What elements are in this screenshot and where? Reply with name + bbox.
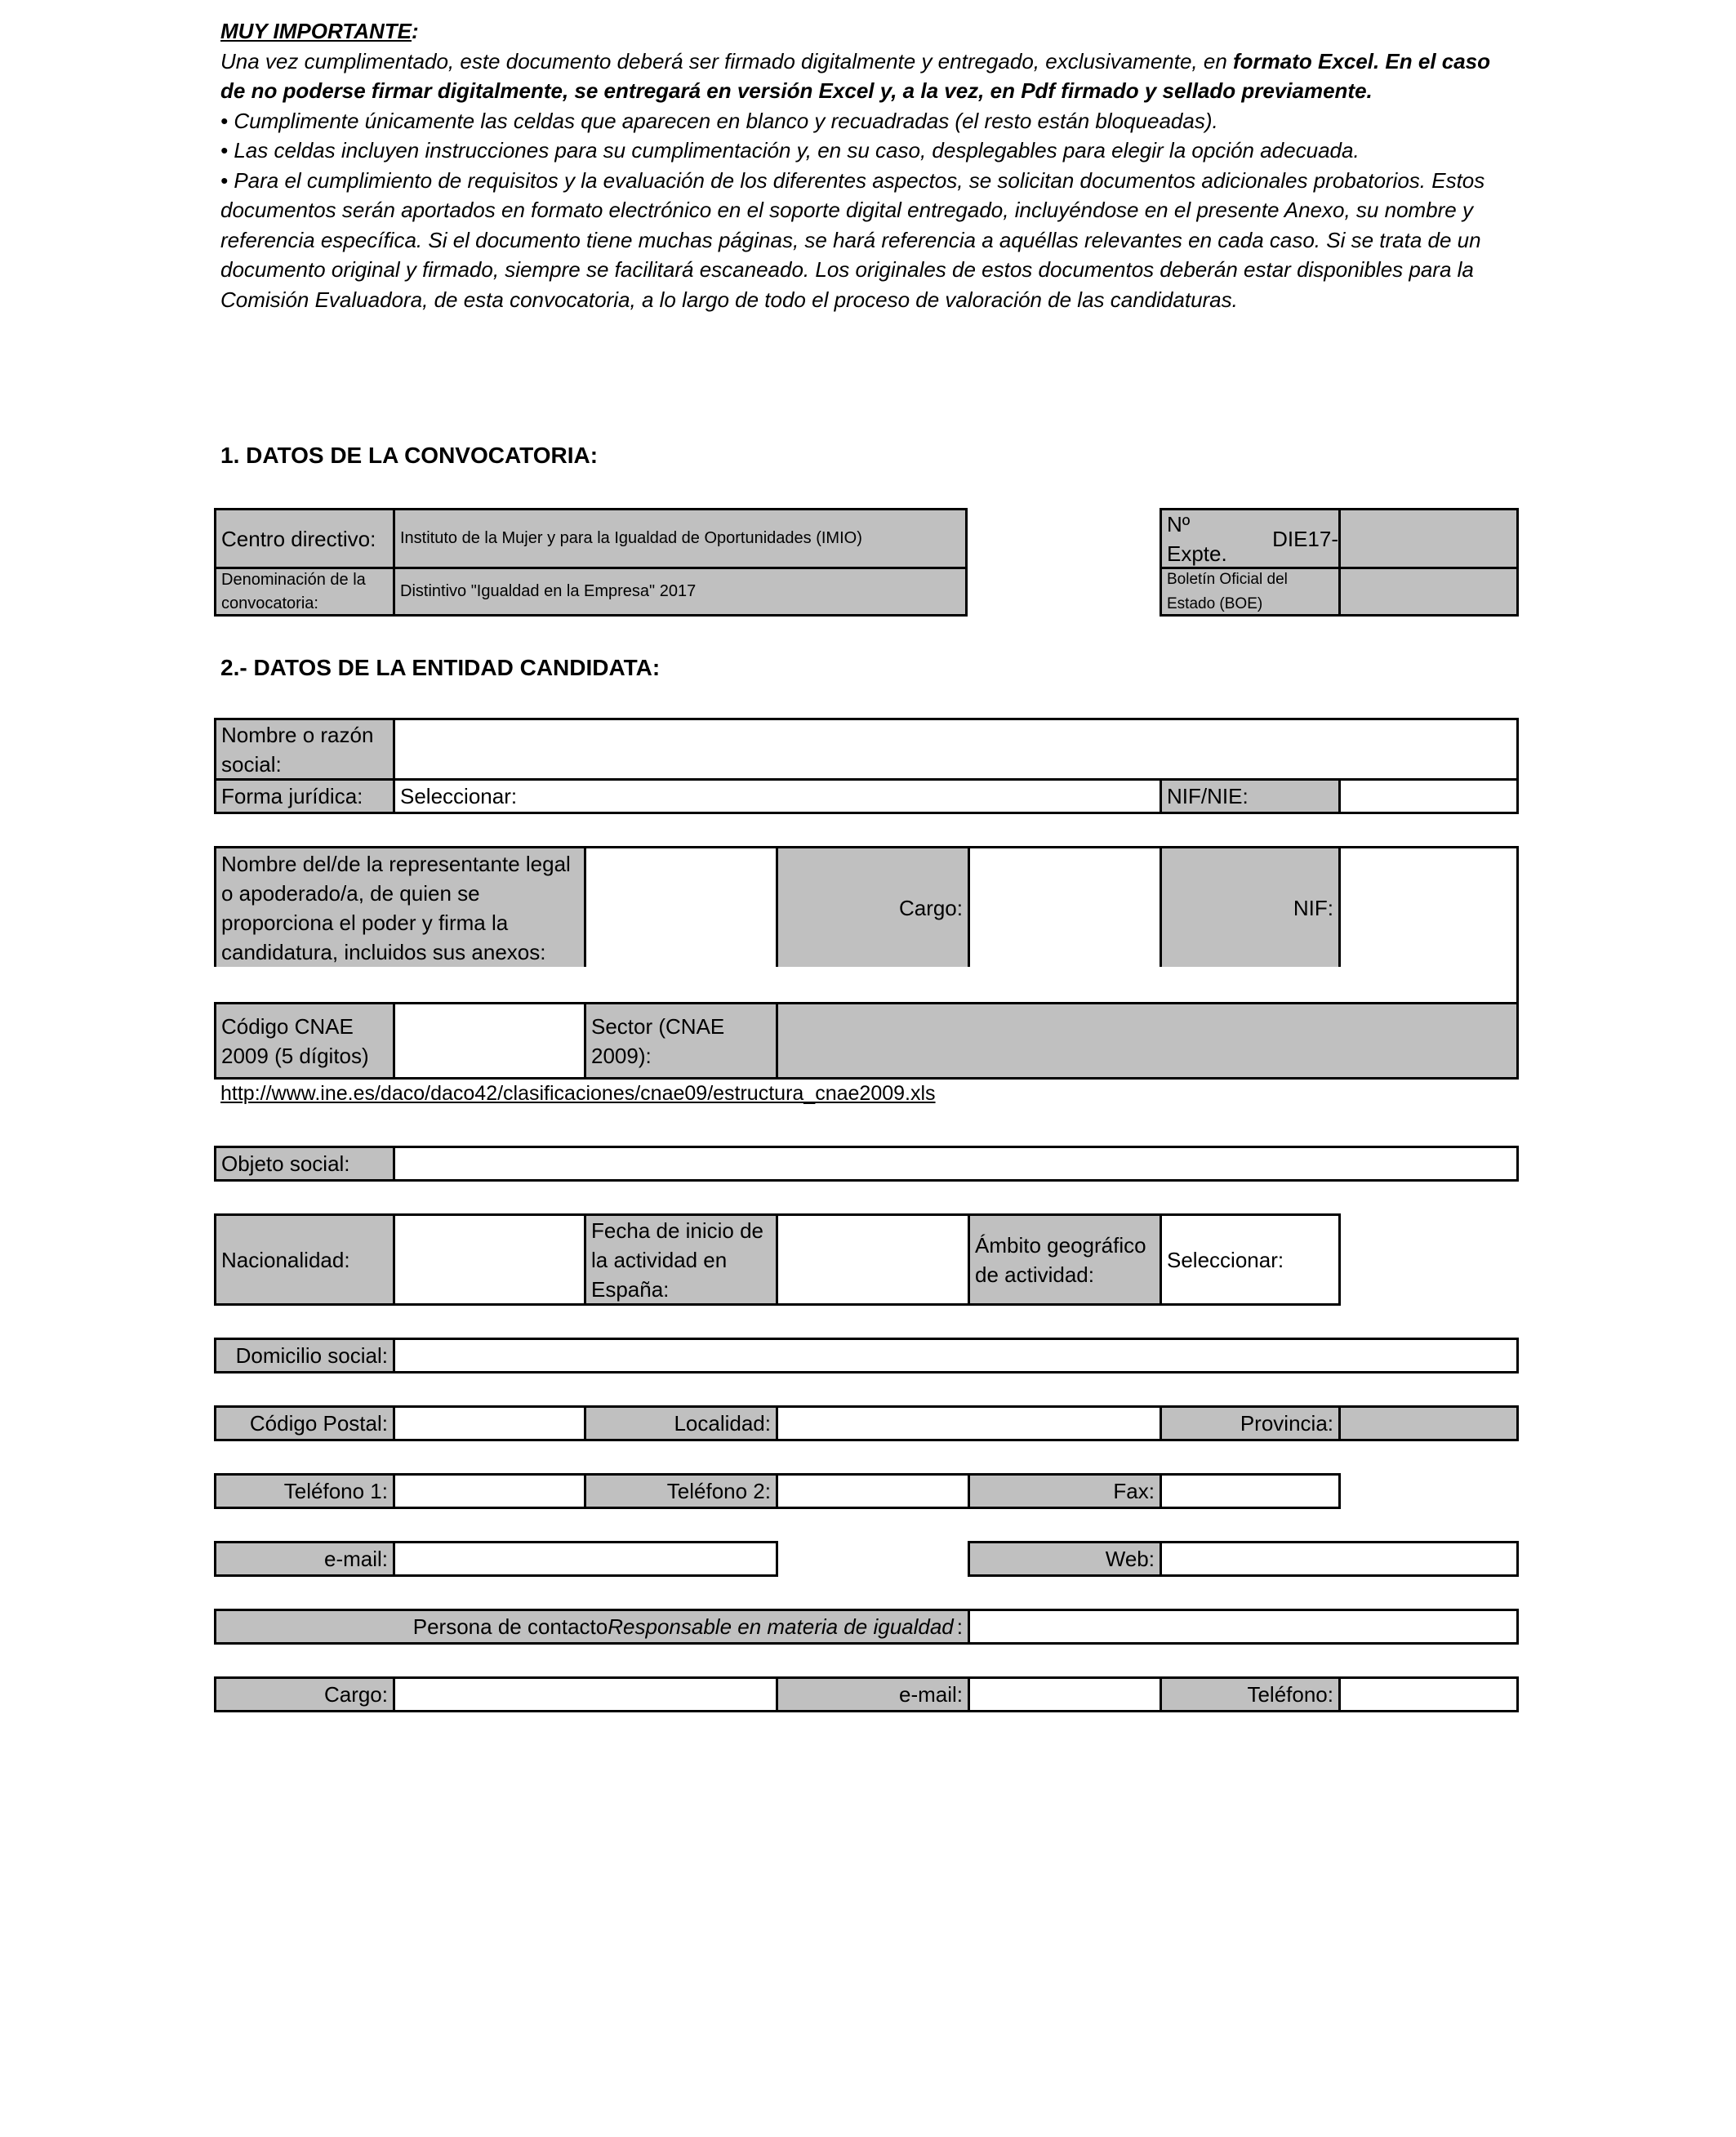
objeto-field[interactable] (393, 1146, 1519, 1182)
sector-label: Sector (CNAE 2009): (584, 1002, 778, 1080)
domicilio-field[interactable] (393, 1338, 1519, 1373)
nombre-label: Nombre o razón social: (214, 718, 395, 781)
nif-field[interactable] (1338, 846, 1519, 969)
section2-heading: 2.- DATOS DE LA ENTIDAD CANDIDATA: (220, 655, 661, 680)
contacto-label: Persona de contacto Responsable en materia de igualdad : (214, 1609, 970, 1645)
ambito-select[interactable]: Seleccionar: (1160, 1213, 1341, 1306)
representante-field[interactable] (584, 846, 778, 969)
expte-label: Nº Expte. DIE17- (1160, 508, 1341, 569)
representante-label: Nombre del/de la representante legal o apoderado/a, de quien se proporciona el poder y firma la candidatura, incluidos sus anexos: (214, 846, 586, 969)
forma-select[interactable]: Seleccionar: (393, 778, 1162, 814)
telefono-label: Teléfono: (1160, 1676, 1341, 1712)
tel1-label: Teléfono 1: (214, 1473, 395, 1509)
expte-prefix: DIE17- (1272, 526, 1338, 551)
provincia-value (1338, 1405, 1519, 1441)
tel1-field[interactable] (393, 1473, 586, 1509)
cnae-link[interactable]: http://www.ine.es/daco/daco42/clasificaciones/cnae09/estructura_cnae2009.xls (220, 1082, 936, 1105)
notice-bullet-1: • Cumplimente únicamente las celdas que aparecen en blanco y recuadradas (el resto están bloqueadas). (220, 108, 1218, 133)
web-field[interactable] (1160, 1541, 1519, 1577)
important-notice: MUY IMPORTANTE: Una vez cumplimentado, este documento deberá ser firmado digitalmente y entregado, exclusivamente, en formato Excel. En el caso de no poderse firmar digitalmente, se entregará en versión Excel y, a la vez, en Pdf firmado y sellado previamente. • Cumplimente únicamente las celdas que aparecen en blanco y recuadradas (el resto están bloqueadas). • Las celdas incluyen instrucciones para su cumplimentación y, en su caso, desplegables para elegir la opción adecuada. • Para el cumplimiento de requisitos y la evaluación de los diferentes aspectos, se solicitan documentos adicionales probatorios. Estos documentos serán aportados en formato electrónico en el soporte digital entregado, incluyéndose en el presente Anexo, su nombre y referencia específica. Si el documento tiene muchas páginas, se hará referencia a aquéllas relevantes en cada caso. Si se trata de un documento original y firmado, siempre se facilitará escaneado. Los originales de estos documentos deberán estar disponibles para la Comisión Evaluadora, de esta convocatoria, a lo largo de todo el proceso de valoración de las candidaturas. (220, 16, 1519, 314)
boe-value (1338, 567, 1519, 617)
contacto-field[interactable] (968, 1609, 1519, 1645)
nombre-field[interactable] (393, 718, 1519, 781)
cargo2-label: Cargo: (214, 1676, 395, 1712)
boe-label: Boletín Oficial del Estado (BOE) (1160, 567, 1341, 617)
fax-field[interactable] (1160, 1473, 1341, 1509)
denominacion-label: Denominación de la convocatoria: (214, 567, 395, 617)
email-field[interactable] (393, 1541, 778, 1577)
email2-label: e-mail: (776, 1676, 970, 1712)
web-label: Web: (968, 1541, 1162, 1577)
notice-title: MUY IMPORTANTE (220, 19, 412, 43)
nif-nie-field[interactable] (1338, 778, 1519, 814)
notice-bullet-2: • Las celdas incluyen instrucciones para su cumplimentación y, en su caso, desplegables para elegir la opción adecuada. (220, 138, 1360, 163)
tel2-field[interactable] (776, 1473, 970, 1509)
expte-value (1338, 508, 1519, 569)
localidad-field[interactable] (776, 1405, 1162, 1441)
cnae-label: Código CNAE 2009 (5 dígitos) (214, 1002, 395, 1080)
sector-value (776, 1002, 1519, 1080)
notice-bullet-3: • Para el cumplimiento de requisitos y la evaluación de los diferentes aspectos, se solicitan documentos adicionales probatorios. Estos documentos serán aportados en formato electrónico en el soporte digital entregado, incluyéndose en el presente Anexo, su nombre y referencia específica. Si el documento tiene muchas páginas, se hará referencia a aquéllas relevantes en cada caso. Si se trata de un documento original y firmado, siempre se facilitará escaneado. Los originales de estos documentos deberán estar disponibles para la Comisión Evaluadora, de esta convocatoria, a lo largo de todo el proceso de valoración de las candidaturas. (220, 167, 1485, 312)
cargo2-field[interactable] (393, 1676, 778, 1712)
nif-label: NIF: (1160, 846, 1341, 969)
notice-paragraph: Una vez cumplimentado, este documento deberá ser firmado digitalmente y entregado, exclusivamente, en formato Excel. En el caso de no poderse firmar digitalmente, se entregará en versión Excel y, a la vez, en Pdf firmado y sellado previamente. (220, 48, 1491, 103)
telefono-field[interactable] (1338, 1676, 1519, 1712)
email2-field[interactable] (968, 1676, 1162, 1712)
cnae-field[interactable] (393, 1002, 586, 1080)
objeto-label: Objeto social: (214, 1146, 395, 1182)
nif-nie-label: NIF/NIE: (1160, 778, 1341, 814)
fecha-field[interactable] (776, 1213, 970, 1306)
localidad-label: Localidad: (584, 1405, 778, 1441)
spacer-row (214, 967, 1519, 1004)
ambito-label: Ámbito geográfico de actividad: (968, 1213, 1162, 1306)
forma-label: Forma jurídica: (214, 778, 395, 814)
centro-label: Centro directivo: (214, 508, 395, 569)
section1-heading: 1. DATOS DE LA CONVOCATORIA: (220, 443, 599, 468)
nacionalidad-field[interactable] (393, 1213, 586, 1306)
denominacion-value: Distintivo "Igualdad en la Empresa" 2017 (393, 567, 968, 617)
cargo-label: Cargo: (776, 846, 970, 969)
email-label: e-mail: (214, 1541, 395, 1577)
cargo-field[interactable] (968, 846, 1162, 969)
domicilio-label: Domicilio social: (214, 1338, 395, 1373)
cp-field[interactable] (393, 1405, 586, 1441)
nacionalidad-label: Nacionalidad: (214, 1213, 395, 1306)
cp-label: Código Postal: (214, 1405, 395, 1441)
fax-label: Fax: (968, 1473, 1162, 1509)
tel2-label: Teléfono 2: (584, 1473, 778, 1509)
provincia-label: Provincia: (1160, 1405, 1341, 1441)
centro-value: Instituto de la Mujer y para la Igualdad de Oportunidades (IMIO) (393, 508, 968, 569)
fecha-label: Fecha de inicio de la actividad en España: (584, 1213, 778, 1306)
